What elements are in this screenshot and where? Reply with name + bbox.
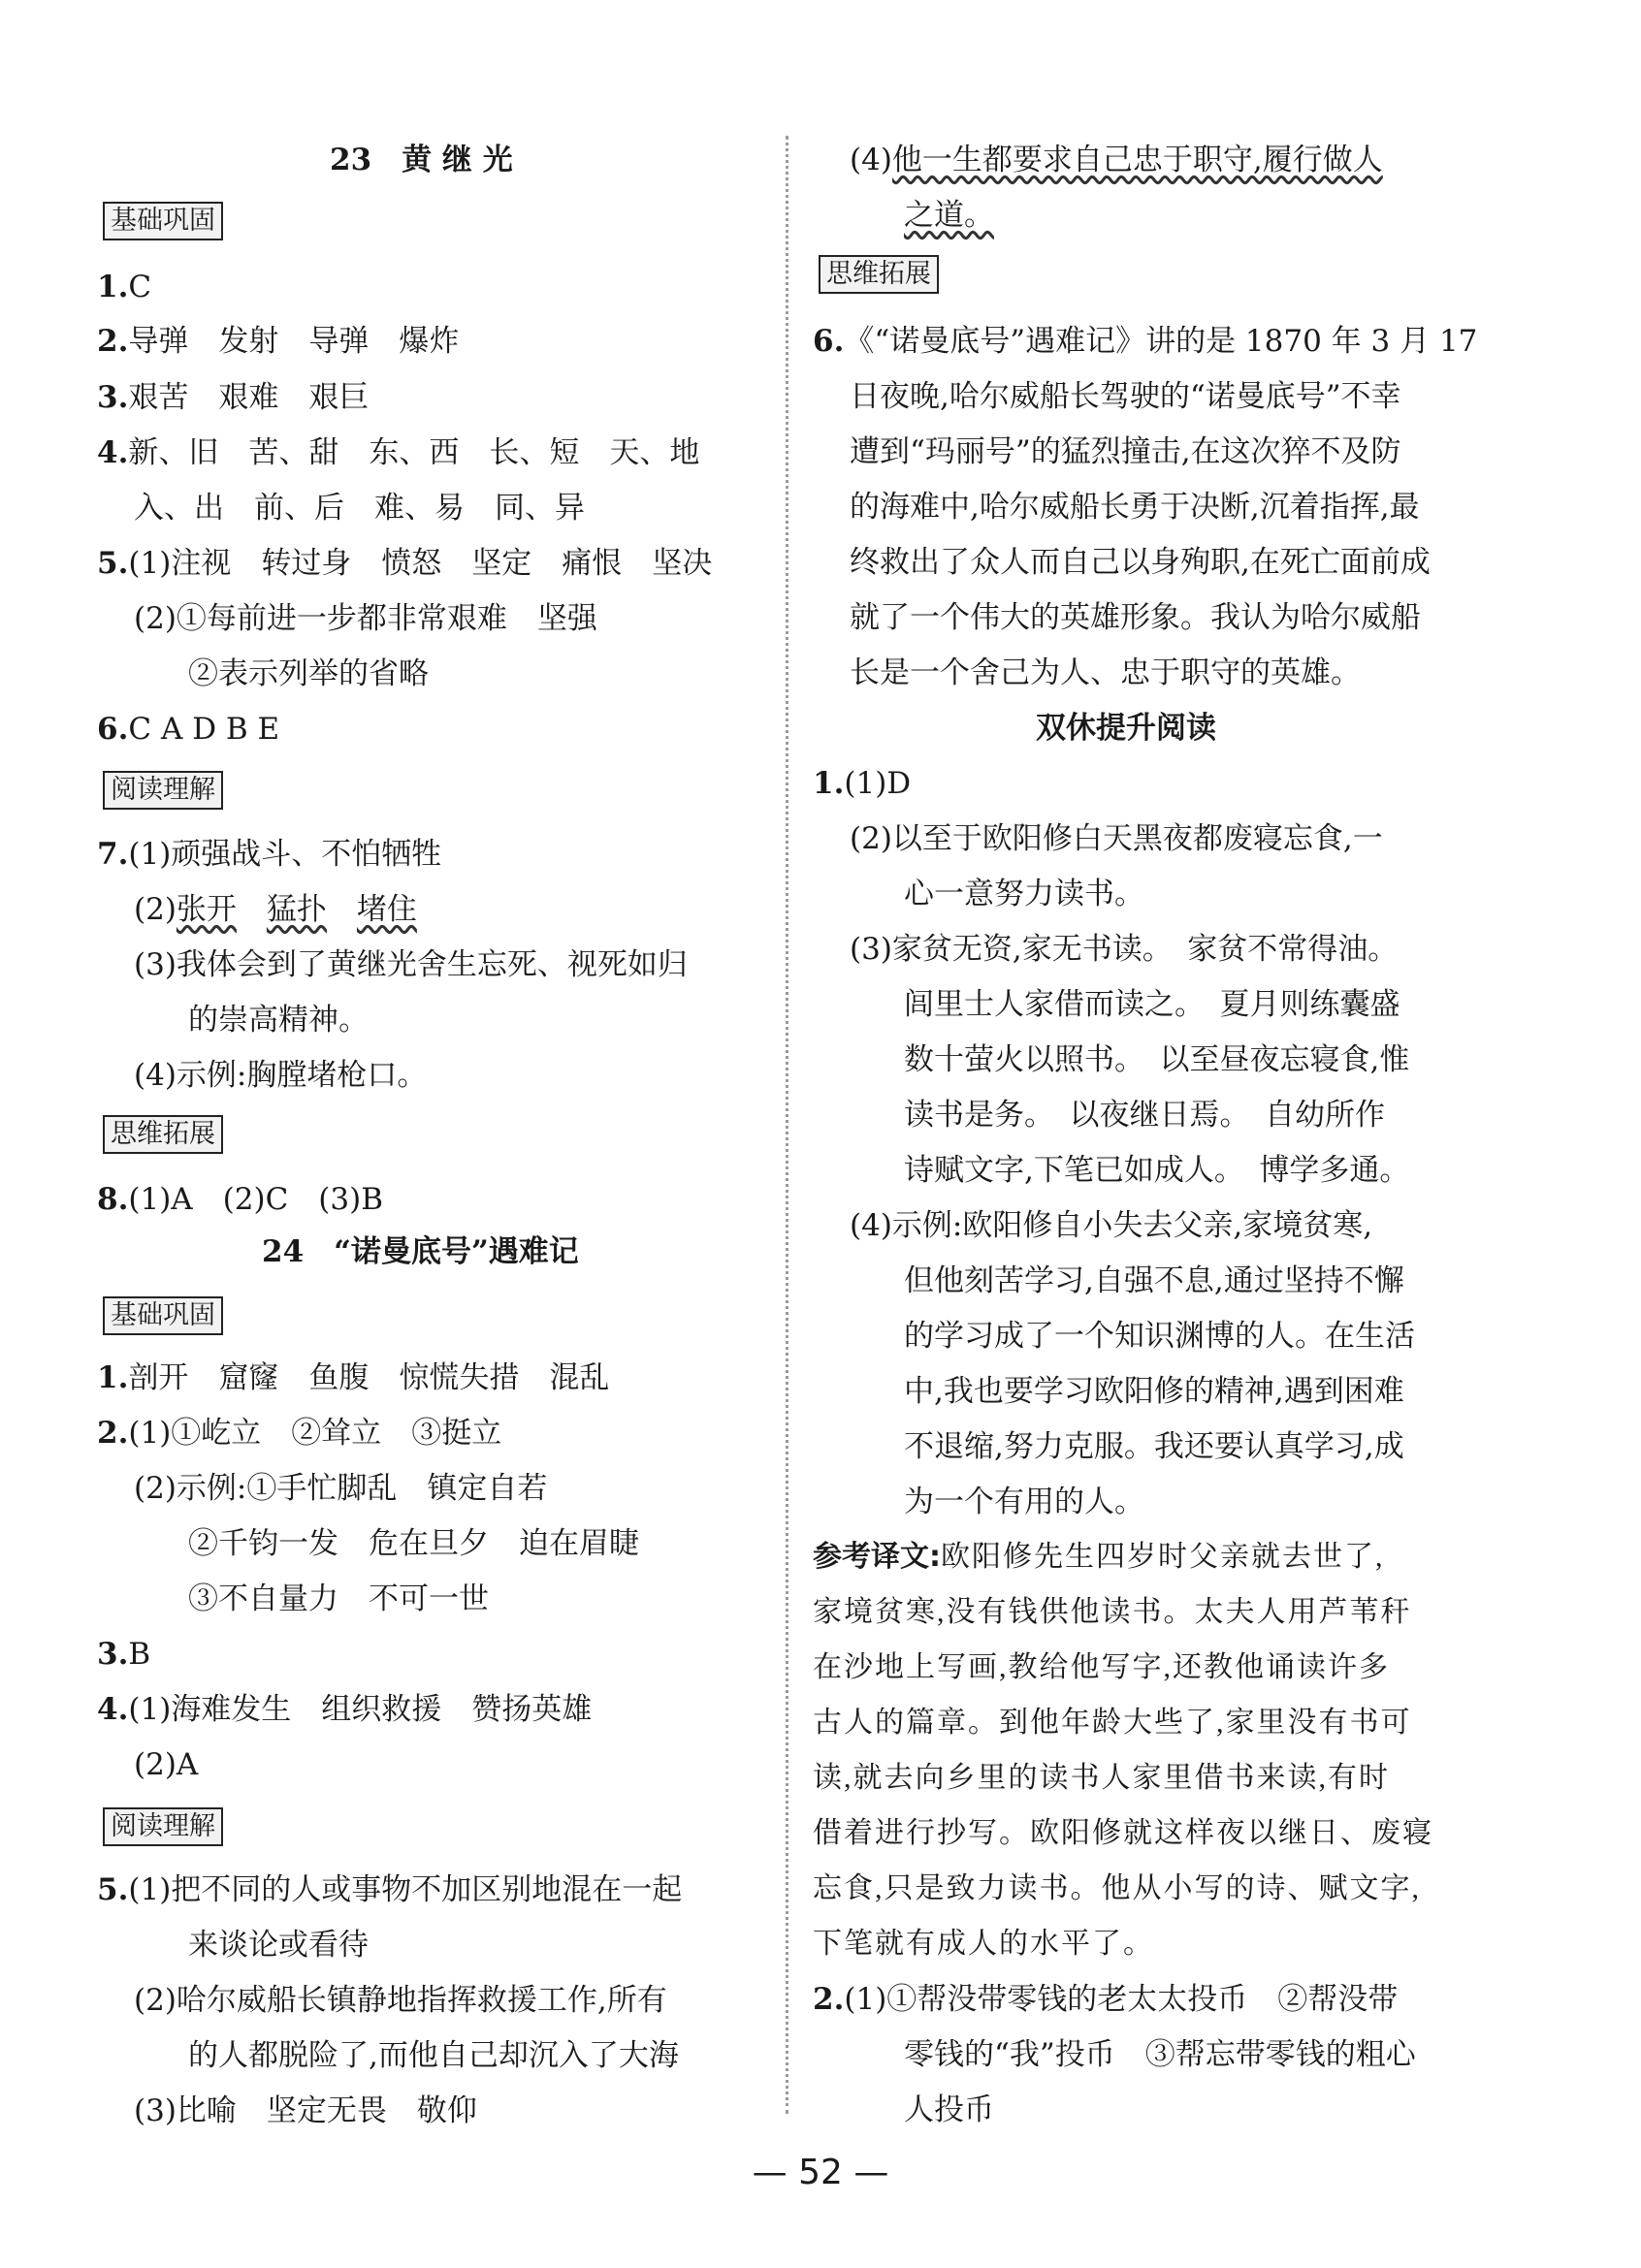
- weekend-answer-2-c: 人投币: [904, 2092, 994, 2127]
- answer-24-5: 5.(1)把不同的人或事物不加区别地混在一起: [97, 1872, 683, 1907]
- answer-5-2b: ②表示列举的省略: [188, 656, 429, 691]
- answer-3: 3.艰苦 艰难 艰巨: [97, 380, 370, 415]
- answer-6: 6.C A D B E: [97, 712, 280, 747]
- section-label-jichu: 基础巩固: [103, 202, 223, 240]
- page-number: — 52 —: [752, 2153, 889, 2192]
- section-label-yuedu: 阅读理解: [103, 771, 223, 810]
- weekend-answer-1-3c: 数十萤火以照书。 以至昼夜忘寝食,惟: [904, 1042, 1410, 1077]
- answer-24-2: 2.(1)①屹立 ②耸立 ③挺立: [97, 1416, 502, 1451]
- answer-24-6-f: 就了一个伟大的英雄形象。我认为哈尔威船: [850, 600, 1421, 635]
- weekend-answer-1-4e: 不退缩,努力克服。我还要认真学习,成: [904, 1429, 1404, 1464]
- answer-24-5-1b: 来谈论或看待: [188, 1928, 369, 1963]
- answer-24-6-b: 日夜晚,哈尔威船长驾驶的“诺曼底号”不幸: [850, 379, 1401, 414]
- answer-24-5-3: (3)比喻 坚定无畏 敬仰: [134, 2093, 477, 2128]
- weekend-answer-1-3b: 闾里士人家借而读之。 夏月则练囊盛: [904, 987, 1400, 1022]
- answer-24-4: 4.(1)海难发生 组织救援 赞扬英雄: [97, 1692, 593, 1727]
- weekend-answer-1-3e: 诗赋文字,下笔已如成人。 博学多通。: [904, 1153, 1410, 1188]
- lesson-23-title: 23 黄 继 光: [330, 143, 513, 177]
- reference-translation-3: 在沙地上写画,教给他写字,还教他诵读许多: [813, 1651, 1390, 1683]
- weekend-reading-title: 双休提升阅读: [1036, 711, 1216, 746]
- column-divider: [786, 136, 788, 2114]
- answer-4: 4.新、旧 苦、甜 东、西 长、短 天、地: [97, 435, 700, 470]
- weekend-answer-1-4f: 为一个有用的人。: [904, 1485, 1144, 1519]
- section-label-yuedu-2: 阅读理解: [103, 1807, 223, 1846]
- reference-translation-7: 忘食,只是致力读书。他从小写的诗、赋文字,: [813, 1872, 1421, 1904]
- weekend-answer-1-2b: 心一意努力读书。: [904, 877, 1144, 911]
- answer-24-5-4: (4)他一生都要求自己忠于职守,履行做人: [850, 143, 1383, 177]
- reference-translation-4: 古人的篇章。到他年龄大些了,家里没有书可: [813, 1707, 1412, 1739]
- answer-24-4-2: (2)A: [134, 1747, 199, 1782]
- reference-translation-8: 下笔就有成人的水平了。: [813, 1928, 1154, 1960]
- reference-translation-6: 借着进行抄写。欧阳修就这样夜以继日、废寝: [813, 1817, 1433, 1849]
- answer-24-6: 6.《“诺曼底号”遇难记》讲的是 1870 年 3 月 17: [813, 324, 1478, 359]
- weekend-answer-1-2: (2)以至于欧阳修白天黑夜都废寝忘食,一: [850, 821, 1383, 856]
- answer-24-6-g: 长是一个舍己为人、忠于职守的英雄。: [850, 655, 1361, 690]
- answer-7-2: (2)张开 猛扑 堵住: [134, 892, 417, 927]
- weekend-answer-1-4: (4)示例:欧阳修自小失去父亲,家境贫寒,: [850, 1208, 1373, 1243]
- answer-7-3: (3)我体会到了黄继光舍生忘死、视死如归: [134, 947, 688, 982]
- weekend-answer-1-4b: 但他刻苦学习,自强不息,通过坚持不懈: [904, 1263, 1404, 1298]
- section-label-jichu-2: 基础巩固: [103, 1296, 223, 1335]
- weekend-answer-1-3: (3)家贫无资,家无书读。 家贫不常得油。: [850, 932, 1399, 967]
- answer-24-5-2b: 的人都脱险了,而他自己却沉入了大海: [188, 2038, 679, 2073]
- answer-24-3: 3.B: [97, 1637, 151, 1672]
- answer-5-2: (2)①每前进一步都非常艰难 坚强: [134, 601, 597, 636]
- answer-1: 1.C: [97, 270, 152, 304]
- answer-7: 7.(1)顽强战斗、不怕牺牲: [97, 837, 442, 872]
- weekend-answer-1-4d: 中,我也要学习欧阳修的精神,遇到困难: [904, 1374, 1404, 1409]
- answer-7-4: (4)示例:胸膛堵枪口。: [134, 1058, 428, 1093]
- lesson-24-title: 24 “诺曼底号”遇难记: [262, 1234, 579, 1269]
- reference-translation-1: 参考译文:欧阳修先生四岁时父亲就去世了,: [813, 1540, 1385, 1574]
- answer-2: 2.导弹 发射 导弹 爆炸: [97, 324, 460, 359]
- weekend-answer-1-4c: 的学习成了一个知识渊博的人。在生活: [904, 1319, 1415, 1354]
- answer-4-cont: 入、出 前、后 难、易 同、异: [134, 491, 585, 526]
- section-label-siwei: 思维拓展: [103, 1115, 223, 1154]
- answer-24-5-4b: 之道。: [904, 198, 994, 233]
- reference-translation-2: 家境贫寒,没有钱供他读书。太夫人用芦苇秆: [813, 1596, 1412, 1628]
- answer-24-1: 1.剖开 窟窿 鱼腹 惊慌失措 混乱: [97, 1360, 610, 1395]
- weekend-answer-1: 1.(1)D: [813, 766, 912, 801]
- section-label-siwei-2: 思维拓展: [819, 255, 939, 294]
- answer-24-5-2: (2)哈尔威船长镇静地指挥救援工作,所有: [134, 1983, 667, 2018]
- answer-5: 5.(1)注视 转过身 愤怒 坚定 痛恨 坚决: [97, 546, 713, 581]
- weekend-answer-2: 2.(1)①帮没带零钱的老太太投币 ②帮没带: [813, 1982, 1399, 2017]
- answer-24-2-2c: ③不自量力 不可一世: [188, 1581, 489, 1616]
- answer-24-6-e: 终救出了众人而自己以身殉职,在死亡面前成: [850, 545, 1431, 580]
- answer-24-6-d: 的海难中,哈尔威船长勇于决断,沉着指挥,最: [850, 490, 1420, 525]
- answer-7-3b: 的崇高精神。: [188, 1003, 369, 1038]
- answer-24-2-2b: ②千钧一发 危在旦夕 迫在眉睫: [188, 1526, 639, 1561]
- answer-24-6-c: 遭到“玛丽号”的猛烈撞击,在这次猝不及防: [850, 434, 1401, 469]
- weekend-answer-1-3d: 读书是务。 以夜继日焉。 自幼所作: [904, 1098, 1385, 1133]
- weekend-answer-2-b: 零钱的“我”投币 ③帮忘带零钱的粗心: [904, 2037, 1416, 2072]
- answer-24-2-2: (2)示例:①手忙脚乱 镇定自若: [134, 1471, 548, 1506]
- reference-translation-5: 读,就去向乡里的读书人家里借书来读,有时: [813, 1762, 1390, 1794]
- answer-8: 8.(1)A (2)C (3)B: [97, 1182, 383, 1217]
